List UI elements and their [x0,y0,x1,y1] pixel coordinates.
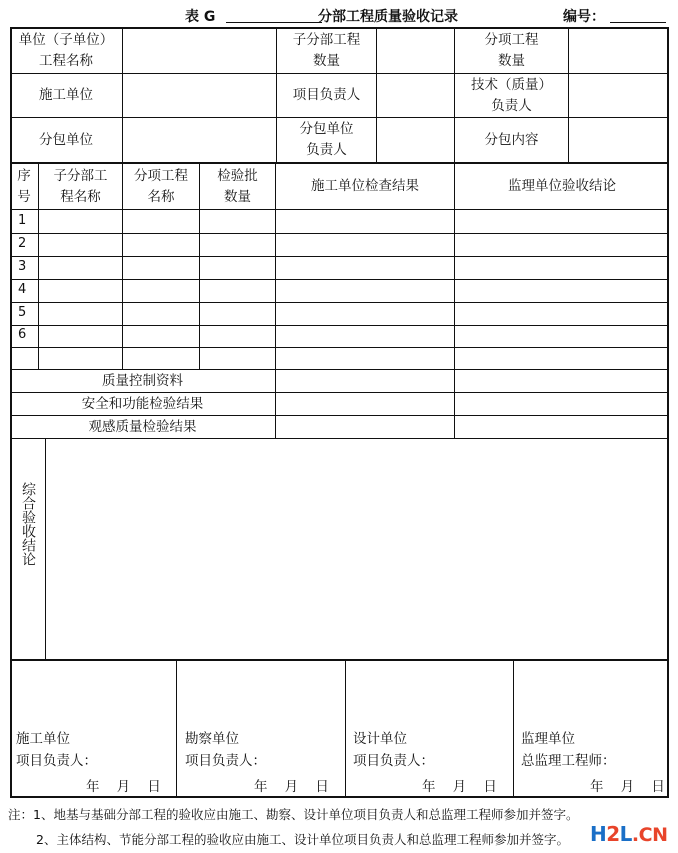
sig-survey-date: 年 月 日 [254,779,329,795]
item-count-line2: 数量 [498,53,525,69]
row-number: 3 [18,259,27,274]
rule-h [10,279,669,280]
sig-construction-date: 年 月 日 [86,779,161,795]
form-title: 分部工程质量验收记录 [318,9,458,25]
col-item-header [123,164,199,209]
overall-conclusion-label: 综合验收结论 [20,482,36,566]
sig-construction-person: 项目负责人： [16,753,97,769]
col-seq-header [10,164,38,209]
table-label: 表 G [185,9,216,25]
sub-mgr-line2: 负责人 [306,142,347,158]
wm-h: H [590,822,607,846]
sig-survey-unit: 勘察单位 [185,731,239,747]
rule-v [176,660,177,798]
sub-count-line2: 数量 [313,53,340,69]
rule-v [122,27,123,163]
project-manager-label: 项目负责人 [292,87,361,103]
sig-design-unit: 设计单位 [353,731,407,747]
number-blank-line [610,22,666,23]
safety-results-label: 安全和功能检验结果 [81,395,204,412]
col-conclusion-header: 监理单位验收结论 [508,178,616,194]
sub-content-label: 分包内容 [484,131,539,148]
sig-supervision-date: 年 月 日 [590,779,665,795]
sig-survey-person: 项目负责人： [185,753,266,769]
rule-h [10,256,669,257]
wm-l: L [619,822,632,846]
item-count-line1: 分项工程 [484,32,539,48]
col-item-line1: 分项工程 [134,167,188,184]
subcontractor-label: 分包单位 [39,131,93,148]
wm-cn: .CN [631,824,668,846]
h2l-watermark-logo [590,822,668,846]
construction-unit-label: 施工单位 [39,87,93,103]
form-header [0,4,678,28]
rule-h [10,325,669,326]
rule-v [345,660,346,798]
col-item-line2: 名称 [147,188,175,205]
col-seq-line2: 号 [17,188,31,205]
col-batch-header [200,164,275,209]
tech-manager-label [455,74,568,117]
rule-h [10,209,669,210]
row-number: 6 [18,327,27,342]
rule-h [10,347,669,348]
item-count-label [455,29,568,73]
unit-name-label [10,29,122,73]
col-subdivision-header [39,164,122,209]
note-2: 2、主体结构、节能分部工程的验收应由施工、设计单位项目负责人和总监理工程师参加并签字。 [36,832,569,847]
col-batch-line1: 检验批 [217,167,258,184]
col-sub-line1: 子分部工 [53,167,108,184]
rule-h [10,302,669,303]
title-blank-line [226,22,322,23]
rule-v [568,27,569,163]
sig-supervision-unit: 监理单位 [521,731,575,747]
tech-line2: 负责人 [491,97,532,114]
col-sub-line2: 程名称 [60,188,101,205]
sig-supervision-person: 总监理工程师： [521,753,616,769]
unit-name-line1: 单位（子单位） [18,32,114,48]
sub-mgr-line1: 分包单位 [299,121,354,137]
row-number: 1 [18,213,27,228]
rule-v [513,660,514,798]
col-check-header: 施工单位检查结果 [311,178,419,194]
quality-docs-label: 质量控制资料 [102,372,183,389]
wm-2: 2 [606,822,620,846]
sig-design-date: 年 月 日 [422,779,497,795]
note-1: 注：1、地基与基础分部工程的验收应由施工、勘察、设计单位项目负责人和总监理工程师参加并签字。 [8,807,579,822]
appearance-results-label: 观感质量检验结果 [88,418,197,435]
rule-h [10,233,669,234]
unit-name-line2: 工程名称 [39,53,93,69]
sub-count-label [277,29,376,73]
col-seq-line1: 序 [17,167,31,184]
sig-design-person: 项目负责人： [353,753,434,769]
row-number: 4 [18,282,27,297]
row-number: 2 [18,236,27,251]
rule-v [376,27,377,163]
rule-v [45,438,46,660]
rule-h [10,438,669,439]
sig-construction-unit: 施工单位 [16,731,70,747]
rule-h-thick [10,659,669,661]
sub-manager-label [277,118,376,162]
tech-line1: 技术（质量） [471,76,552,93]
row-number: 5 [18,305,27,320]
sub-count-line1: 子分部工程 [292,32,361,48]
number-label: 编号： [563,9,605,25]
col-batch-line2: 数量 [224,188,251,205]
